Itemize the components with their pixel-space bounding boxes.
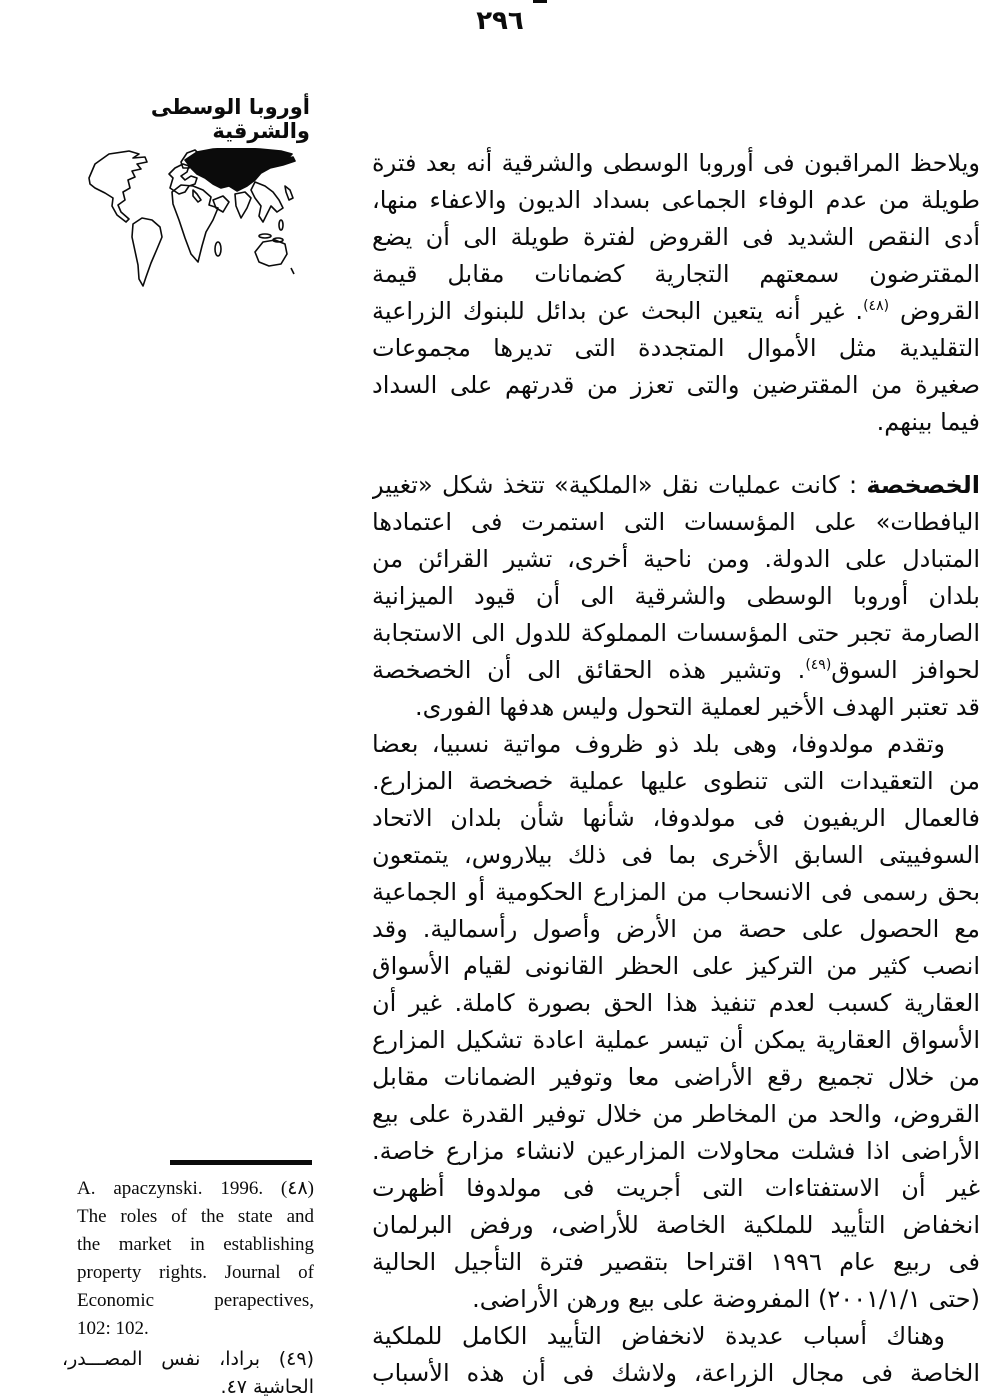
map-indonesia-1 — [259, 234, 271, 238]
text-line: أدى النقص الشديد فى القروض لفترة طويلة الى أن يضع — [372, 223, 980, 251]
footnote-line: الحاشية ٤٧. — [220, 1376, 314, 1398]
text-line — [372, 293, 980, 330]
page-number: ٢٩٦ — [476, 6, 524, 36]
text-line: فى ربيع عام ١٩٩٦ اقتراحا بتقصير فترة التأجيل الحالية — [372, 1248, 980, 1276]
text-line: صغيرة من المقترضين والتى تعزز من قدرتهم على السداد — [372, 371, 980, 399]
map-south-america — [132, 218, 162, 286]
map-madagascar — [215, 242, 221, 256]
text-line: الصارمة تجبر حتى المؤسسات المملوكة للدول الى الاستجابة — [372, 619, 980, 647]
paragraph-lead: الخصخصة — [866, 471, 980, 499]
map-new-zealand — [291, 268, 294, 274]
text-segment: . غير أنه يتعين البحث عن بدائل للبنوك الزراعية — [372, 297, 864, 325]
map-australia — [255, 240, 287, 266]
scan-artifact — [533, 0, 547, 3]
footnote-line: property rights. Journal of — [77, 1262, 314, 1283]
map-italy — [193, 190, 201, 202]
footnote-line: (٤٩) برادا، نفس المصـــدر، — [62, 1348, 314, 1370]
text-line: مع الحصول على حصة من الأرض وأصول رأسمالية. وقد — [372, 915, 980, 943]
text-line: السوفييتى السابق الأخرى بما فى ذلك بيلاروس، يتمتعون — [372, 841, 980, 869]
footnote-line: Economic perapectives, — [77, 1290, 314, 1311]
paragraph-credit — [372, 145, 980, 441]
text-line: غير أن الاستفتاءات التى أجريت فى مولدوفا أظهرت — [372, 1174, 980, 1202]
world-map — [85, 148, 297, 290]
text-line: المقترضون سمعتهم التجارية كضمانات مقابل قيمة — [372, 260, 980, 288]
paragraph-moldova — [372, 726, 980, 1318]
text-line: طويلة من عدم الوفاء الجماعى بسداد الديون والاعفاء منها، — [372, 186, 980, 214]
text-line: بحق رسمى فى الانسحاب من المزارع الحكومية أو الجماعية — [372, 878, 980, 906]
text-line: قد تعتبر الهدف الأخير لعملية التحول وليس هدفها الفورى. — [414, 693, 980, 721]
map-east-asia — [251, 182, 283, 222]
text-line — [372, 467, 980, 504]
footnote-ref-49: (٤٩) — [805, 657, 832, 673]
text-line: فيما بينهم. — [876, 408, 980, 436]
text-line: الأراضى اذا فشلت محاولات المزارعين لانشاء مزارع خاصة. — [372, 1137, 980, 1165]
text-line: من التعقيدات التى تنطوى عليها عملية خصخصة المزارع. — [372, 767, 980, 795]
footnote-line: 102: 102. — [77, 1318, 149, 1339]
map-highlight-central-eastern-europe — [185, 148, 295, 191]
footnote-line: the market in establishing — [77, 1234, 314, 1255]
text-line: اليافطات» على المؤسسات التى استمرت فى اعتمادها — [372, 508, 980, 536]
map-philippines — [279, 220, 283, 230]
paragraph-privatization — [372, 467, 980, 726]
footnotes-block — [62, 1160, 314, 1398]
text-line: انخفاض التأييد للملكية الخاصة للأراضى، ورفض البرلمان — [372, 1211, 980, 1239]
footnote-line: The roles of the state and — [77, 1206, 314, 1227]
footnote-49 — [62, 1345, 314, 1398]
text-line: وهناك أسباب عديدة لانخفاض التأييد الكامل للملكية — [372, 1322, 945, 1350]
map-india — [235, 192, 251, 218]
text-line: العقارية كسبب لعدم تنفيذ هذا الحق بصورة كاملة. غير أن — [372, 989, 980, 1017]
text-line: ويلاحظ المراقبون فى أوروبا الوسطى والشرقية أنه بعد فترة — [372, 149, 980, 177]
footnote-48 — [62, 1175, 314, 1343]
map-arabia — [213, 196, 229, 212]
text-segment: . وتشير هذه الحقائق الى أن الخصخصة — [372, 656, 806, 684]
text-line: المتبادل على الدولة. ومن ناحية أخرى، تشير القرائن من — [372, 545, 980, 573]
text-segment: : كانت عمليات نقل «الملكية» تتخذ شكل «تغيير — [372, 471, 867, 499]
text-line — [372, 652, 980, 689]
text-line: وتقدم مولدوفا، وهى بلد ذو ظروف مواتية نسبيا، بعضا — [372, 730, 945, 758]
text-line: انصب كثير من التركيز على الحظر القانونى لقيام الأسواق — [372, 952, 980, 980]
footnote-line: A. apaczynski. 1996. (٤٨) — [77, 1178, 314, 1199]
text-segment: لحوافز السوق — [831, 656, 980, 684]
map-africa — [172, 185, 218, 262]
text-line: الأسواق العقارية يمكن أن تيسر عملية اعادة تشكيل المزارع — [372, 1026, 980, 1054]
footnote-ref-48: (٤٨) — [863, 298, 890, 314]
text-line: فالعمال الريفيون فى مولدوفا، شأنها شأن بلدان الاتحاد — [372, 804, 980, 832]
map-north-america — [89, 151, 147, 222]
section-heading: أوروبا الوسطى والشرقية — [150, 95, 310, 144]
text-line: (حتى ٢٠٠١/١/١) المفروضة على بيع ورهن الأراضى. — [472, 1285, 980, 1313]
paragraph-reasons — [372, 1318, 980, 1392]
text-segment: القروض — [889, 297, 980, 325]
text-line: بلدان أوروبا الوسطى والشرقية الى أن قيود الميزانية — [372, 582, 980, 610]
text-line: الخاصة فى مجال الزراعة، ولاشك فى أن هذه الأسباب — [372, 1359, 980, 1387]
footnote-separator — [170, 1160, 312, 1165]
text-line: القروض، والحد من المخاطر من خلال توفير القدرة على بيع — [372, 1100, 980, 1128]
text-line: التقليدية مثل الأموال المتجددة التى تديرها مجموعات — [372, 334, 980, 362]
map-japan — [285, 186, 293, 200]
world-map-icon — [85, 148, 297, 290]
text-line: من خلال تجميع رقع الأراضى معا وتوفير الضمانات مقابل — [372, 1063, 980, 1091]
body-text-column — [372, 145, 980, 1392]
